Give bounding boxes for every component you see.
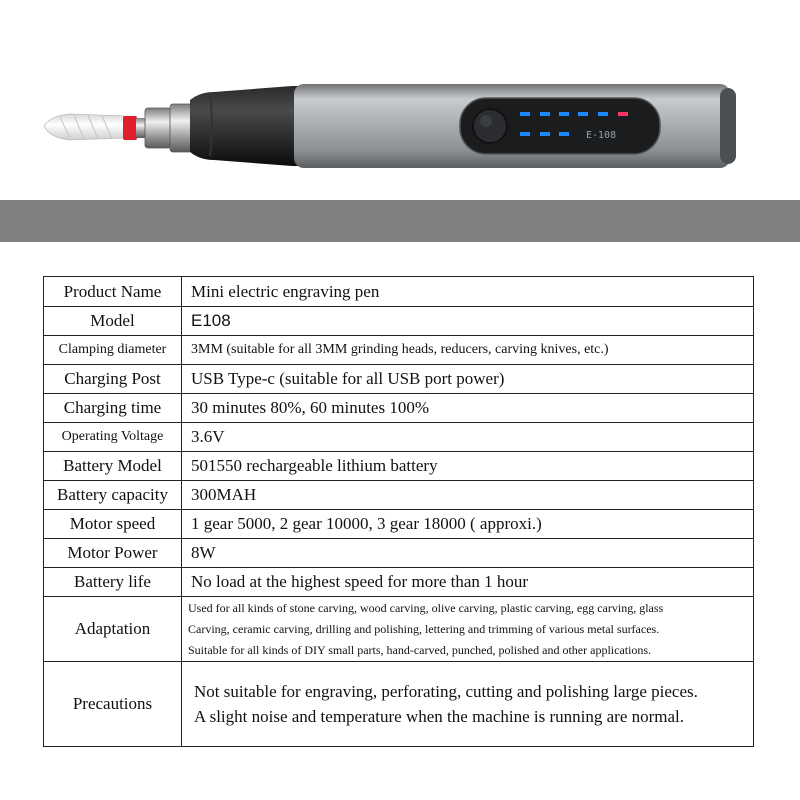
- table-row: [44, 423, 754, 452]
- table-row: [44, 336, 754, 365]
- table-row: [44, 662, 754, 747]
- table-row: [44, 277, 754, 307]
- display-model-label: E-108: [586, 130, 617, 141]
- table-row: [44, 307, 754, 336]
- table-row: [44, 394, 754, 423]
- spec-value: 1 gear 5000, 2 gear 10000, 3 gear 18000 ( approxi.): [182, 510, 754, 539]
- spec-label: Charging time: [44, 394, 182, 423]
- table-row: [44, 365, 754, 394]
- spec-label: Clamping diameter: [44, 336, 182, 365]
- table-row: [44, 568, 754, 597]
- chuck-collet: [136, 104, 192, 152]
- table-row: [44, 481, 754, 510]
- spec-label: Motor Power: [44, 539, 182, 568]
- precaution-line: Not suitable for engraving, perforating, cutting and polishing large pieces.: [194, 682, 698, 701]
- control-panel: [460, 98, 660, 154]
- spec-label: Model: [44, 307, 182, 336]
- spec-value: 501550 rechargeable lithium battery: [182, 452, 754, 481]
- spec-value: 30 minutes 80%, 60 minutes 100%: [182, 394, 754, 423]
- adaptation-line: Carving, ceramic carving, drilling and polishing, lettering and trimming of various metal surfaces.: [188, 621, 660, 636]
- divider-band: [0, 200, 800, 242]
- spec-label: Motor speed: [44, 510, 182, 539]
- spec-value: Mini electric engraving pen: [182, 277, 754, 307]
- precaution-line: A slight noise and temperature when the machine is running are normal.: [194, 707, 685, 726]
- grinding-bit: [44, 114, 137, 140]
- table-row: [44, 597, 754, 662]
- spec-table: [43, 276, 754, 747]
- spec-value: E108: [182, 307, 754, 336]
- spec-label: Operating Voltage: [44, 423, 182, 452]
- spec-label: Precautions: [44, 662, 182, 747]
- spec-label: Adaptation: [44, 597, 182, 662]
- rubber-grip: [190, 86, 300, 166]
- table-row: [44, 539, 754, 568]
- adaptation-line: Suitable for all kinds of DIY small parts, hand-carved, punched, polished and other applications.: [188, 642, 652, 657]
- spec-value: 300MAH: [182, 481, 754, 510]
- table-row: [44, 510, 754, 539]
- spec-value: [182, 662, 754, 747]
- table-row: [44, 452, 754, 481]
- spec-label: Battery life: [44, 568, 182, 597]
- spec-label: Charging Post: [44, 365, 182, 394]
- spec-label: Product Name: [44, 277, 182, 307]
- spec-value: No load at the highest speed for more than 1 hour: [182, 568, 754, 597]
- spec-value: 3MM (suitable for all 3MM grinding heads, reducers, carving knives, etc.): [182, 336, 754, 365]
- spec-label: Battery capacity: [44, 481, 182, 510]
- spec-value: [182, 597, 754, 662]
- power-button-icon[interactable]: [473, 109, 507, 143]
- spec-value: 3.6V: [182, 423, 754, 452]
- adaptation-line: Used for all kinds of stone carving, wood carving, olive carving, plastic carving, egg carving, glass: [188, 600, 664, 615]
- spec-value: USB Type-c (suitable for all USB port power): [182, 365, 754, 394]
- product-photo-engraving-pen: [0, 0, 800, 200]
- spec-value: 8W: [182, 539, 754, 568]
- spec-label: Battery Model: [44, 452, 182, 481]
